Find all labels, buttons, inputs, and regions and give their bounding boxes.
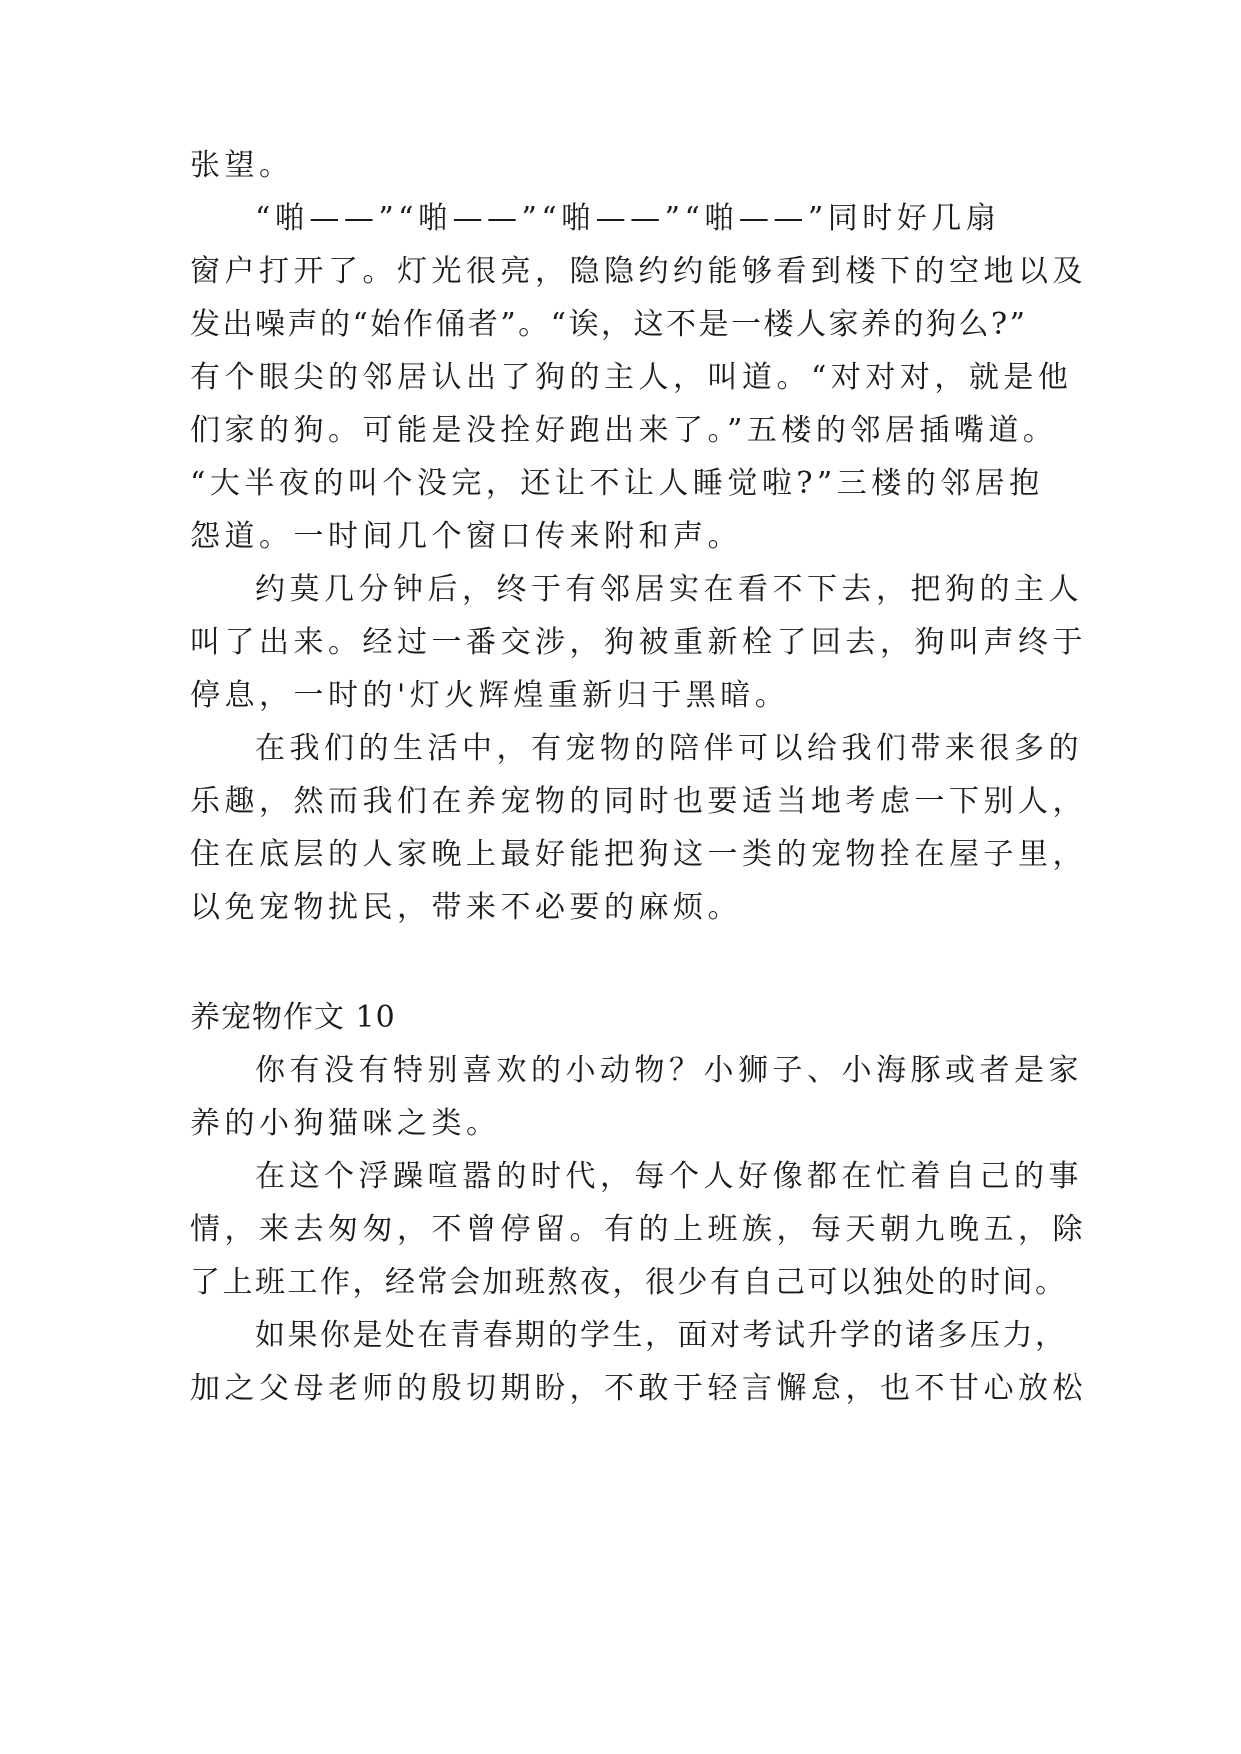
- text-line: 你有没有特别喜欢的小动物？小狮子、小海豚或者是家: [255, 1053, 1083, 1088]
- text-line: 怨道。一时间几个窗口传来附和声。: [190, 519, 742, 554]
- section-heading: 养宠物作文 10: [190, 1000, 396, 1035]
- text-line: 住在底层的人家晚上最好能把狗这一类的宠物拴在屋子里，: [190, 837, 1087, 872]
- text-line: 在我们的生活中，有宠物的陪伴可以给我们带来很多的: [255, 731, 1083, 766]
- text-line: 有个眼尖的邻居认出了狗的主人，叫道。“对对对，就是他: [190, 360, 1073, 395]
- text-line: 发出噪声的“始作俑者”。“诶，这不是一楼人家养的狗么?”: [190, 307, 1028, 342]
- text-line: 以免宠物扰民，带来不必要的麻烦。: [190, 890, 742, 925]
- text-line: 如果你是处在青春期的学生，面对考试升学的诸多压力，: [255, 1318, 1068, 1353]
- text-line: 在这个浮躁喧嚣的时代，每个人好像都在忙着自己的事: [255, 1159, 1083, 1194]
- text-line: 加之父母老师的殷切期盼，不敢于轻言懈怠，也不甘心放松: [190, 1371, 1087, 1406]
- text-line: 约莫几分钟后，终于有邻居实在看不下去，把狗的主人: [255, 572, 1083, 607]
- text-line: 了上班工作，经常会加班熬夜，很少有自己可以独处的时间。: [190, 1265, 1068, 1300]
- text-line: 情，来去匆匆，不曾停留。有的上班族，每天朝九晚五，除: [190, 1212, 1087, 1247]
- text-line: 们家的狗。可能是没拴好跑出来了。”五楼的邻居插嘴道。: [190, 413, 1058, 448]
- text-line: 窗户打开了。灯光很亮，隐隐约约能够看到楼下的空地以及: [190, 254, 1087, 289]
- text-line: “啪——”“啪——”“啪——”“啪——”同时好几扇: [255, 201, 1001, 236]
- text-line: 张望。: [190, 148, 294, 183]
- text-line: 停息，一时的'灯火辉煌重新归于黑暗。: [190, 678, 790, 713]
- text-line: 养的小狗猫咪之类。: [190, 1106, 501, 1141]
- text-line: 叫了出来。经过一番交涉，狗被重新栓了回去，狗叫声终于: [190, 625, 1087, 660]
- text-line: “大半夜的叫个没完，还让不让人睡觉啦?”三楼的邻居抱: [190, 466, 1044, 501]
- text-line: 乐趣，然而我们在养宠物的同时也要适当地考虑一下别人，: [190, 784, 1087, 819]
